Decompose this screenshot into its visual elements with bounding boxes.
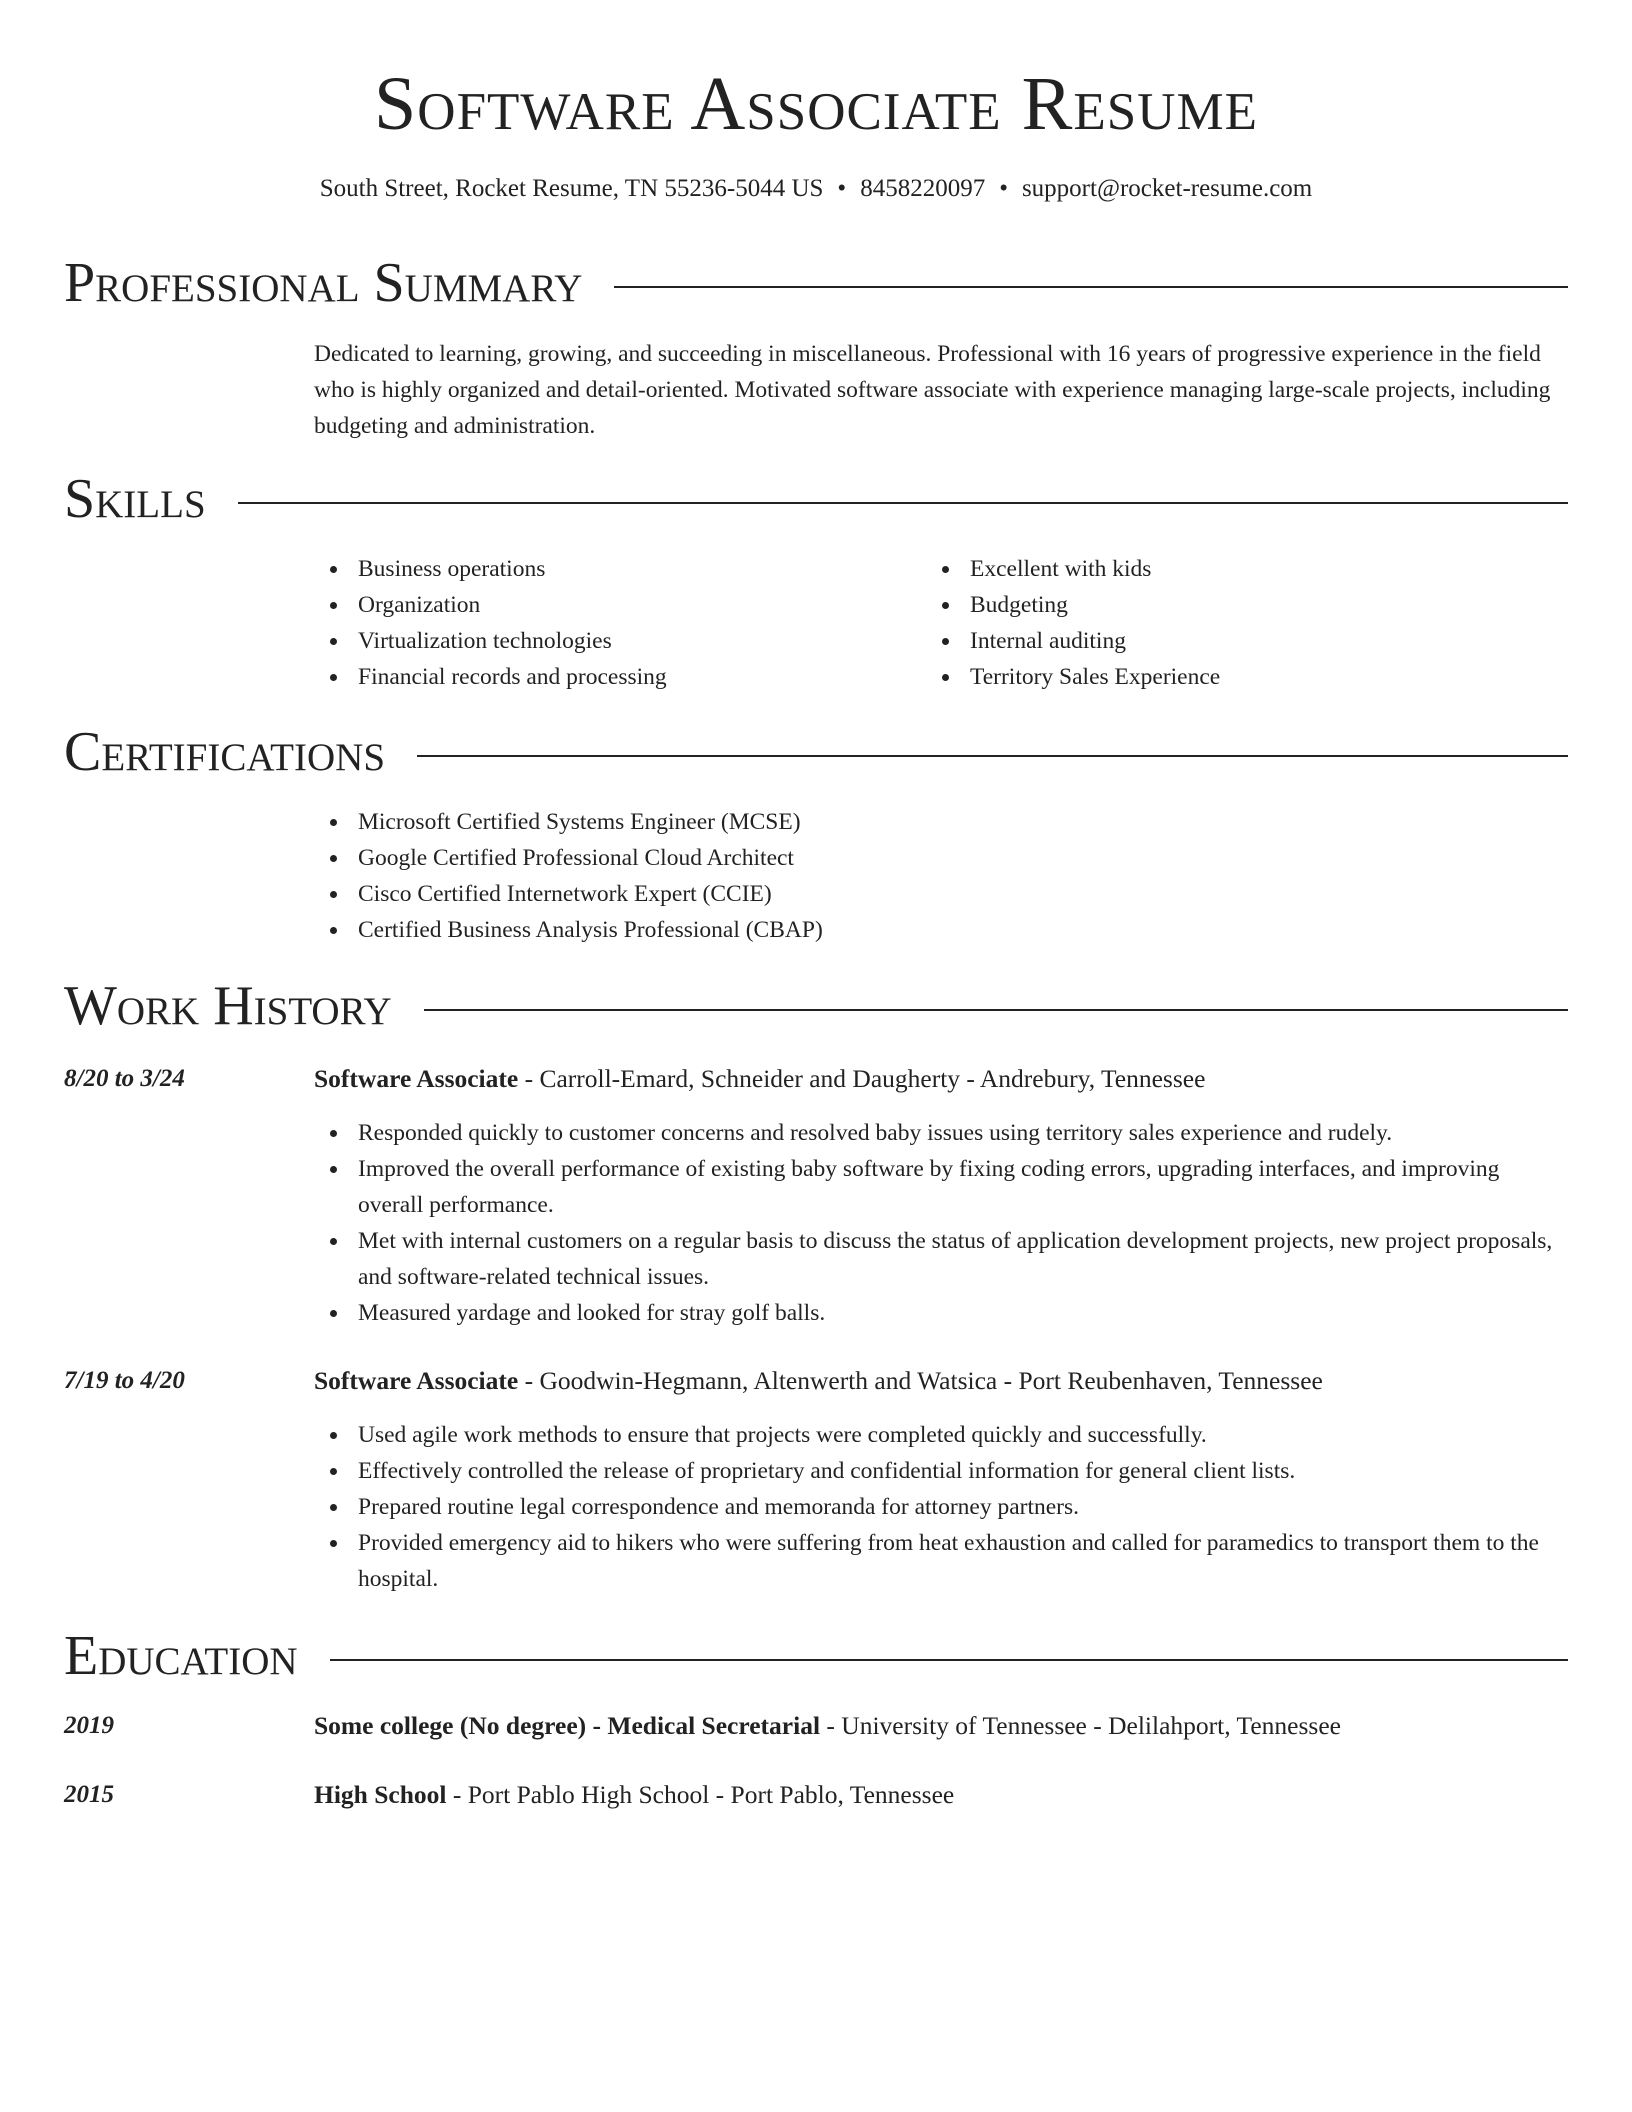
summary-text: Dedicated to learning, growing, and succeeding in miscellaneous. Professional with 16 years of progressive experience in the field who is highly organized and detail-oriented. Motivated software associate with experience managing large-scale projects, including budgeting and administration. xyxy=(314,341,1551,439)
section-header-certifications xyxy=(64,720,1568,784)
section-divider xyxy=(614,286,1568,288)
job-bullet: Effectively controlled the release of proprietary and confidential information for general client lists. xyxy=(314,1453,1568,1489)
contact-address: South Street, Rocket Resume, TN 55236-5044 US xyxy=(319,175,824,202)
job-employer: - Carroll-Emard, Schneider and Daugherty - Andrebury, Tennessee xyxy=(518,1064,1206,1093)
section-header-summary xyxy=(64,251,1568,315)
resume-title: Software Associate Resume xyxy=(374,62,1258,146)
job-title: Software Associate xyxy=(314,1064,519,1093)
section-header-work-history xyxy=(64,974,1568,1038)
section-header-education xyxy=(64,1624,1568,1688)
contact-line xyxy=(0,172,1632,206)
skill-item: Virtualization technologies xyxy=(314,623,914,659)
job-bullet: Measured yardage and looked for stray golf balls. xyxy=(314,1295,1568,1331)
education-degree: Some college (No degree) - Medical Secretarial xyxy=(314,1711,821,1740)
job-bullets xyxy=(314,1417,1568,1597)
job-bullet: Improved the overall performance of existing baby software by fixing coding errors, upgrading interfaces, and improving overall performance. xyxy=(314,1151,1568,1223)
education-entry xyxy=(314,1778,1568,1812)
section-divider xyxy=(330,1659,1568,1661)
section-title-work-history: Work History xyxy=(64,975,392,1037)
section-divider xyxy=(417,755,1568,757)
certifications-list xyxy=(314,804,1568,948)
contact-phone: 8458220097 xyxy=(860,175,986,202)
job-bullet: Provided emergency aid to hikers who were suffering from heat exhaustion and called for paramedics to transport them to the hospital. xyxy=(314,1525,1568,1597)
education-school: - University of Tennessee - Delilahport, Tennessee xyxy=(820,1711,1341,1740)
skill-item: Financial records and processing xyxy=(314,659,914,695)
section-title-education: Education xyxy=(64,1625,298,1687)
job-bullet: Met with internal customers on a regular basis to discuss the status of application development projects, new project proposals, and software-related technical issues. xyxy=(314,1223,1568,1295)
skill-item: Territory Sales Experience xyxy=(926,659,1566,695)
skill-item: Internal auditing xyxy=(926,623,1566,659)
section-divider xyxy=(424,1009,1568,1011)
education-year: 2019 xyxy=(64,1712,114,1739)
section-header-skills xyxy=(64,467,1568,531)
contact-separator: • xyxy=(837,175,847,202)
education-school: - Port Pablo High School - Port Pablo, Tennessee xyxy=(446,1780,955,1809)
contact-separator: • xyxy=(999,175,1008,202)
job-dates: 7/19 to 4/20 xyxy=(64,1367,185,1394)
section-title-skills: Skills xyxy=(64,468,206,530)
job-bullets xyxy=(314,1115,1568,1331)
section-title-summary: Professional Summary xyxy=(64,252,583,314)
job-heading xyxy=(314,1062,1568,1096)
skill-item: Business operations xyxy=(314,551,914,587)
certification-item: Certified Business Analysis Professional (CBAP) xyxy=(314,912,1568,948)
job-bullet: Responded quickly to customer concerns and resolved baby issues using territory sales experience and rudely. xyxy=(314,1115,1568,1151)
job-bullet: Used agile work methods to ensure that projects were completed quickly and successfully. xyxy=(314,1417,1568,1453)
certification-item: Google Certified Professional Cloud Architect xyxy=(314,840,1568,876)
education-entry xyxy=(314,1709,1568,1743)
skills-list-right xyxy=(926,551,1566,695)
certification-item: Microsoft Certified Systems Engineer (MCSE) xyxy=(314,804,1568,840)
contact-email: support@rocket-resume.com xyxy=(1021,175,1313,202)
skills-list-left xyxy=(314,551,914,695)
job-heading xyxy=(314,1364,1568,1398)
job-bullet: Prepared routine legal correspondence and memoranda for attorney partners. xyxy=(314,1489,1568,1525)
job-title: Software Associate xyxy=(314,1366,519,1395)
skill-item: Budgeting xyxy=(926,587,1566,623)
section-title-certifications: Certifications xyxy=(64,721,386,783)
job-employer: - Goodwin-Hegmann, Altenwerth and Watsica - Port Reubenhaven, Tennessee xyxy=(518,1366,1323,1395)
job-dates: 8/20 to 3/24 xyxy=(64,1065,185,1092)
education-degree: High School xyxy=(314,1780,447,1809)
section-divider xyxy=(238,502,1568,504)
certification-item: Cisco Certified Internetwork Expert (CCIE) xyxy=(314,876,1568,912)
education-year: 2015 xyxy=(64,1781,114,1808)
skill-item: Excellent with kids xyxy=(926,551,1566,587)
skill-item: Organization xyxy=(314,587,914,623)
